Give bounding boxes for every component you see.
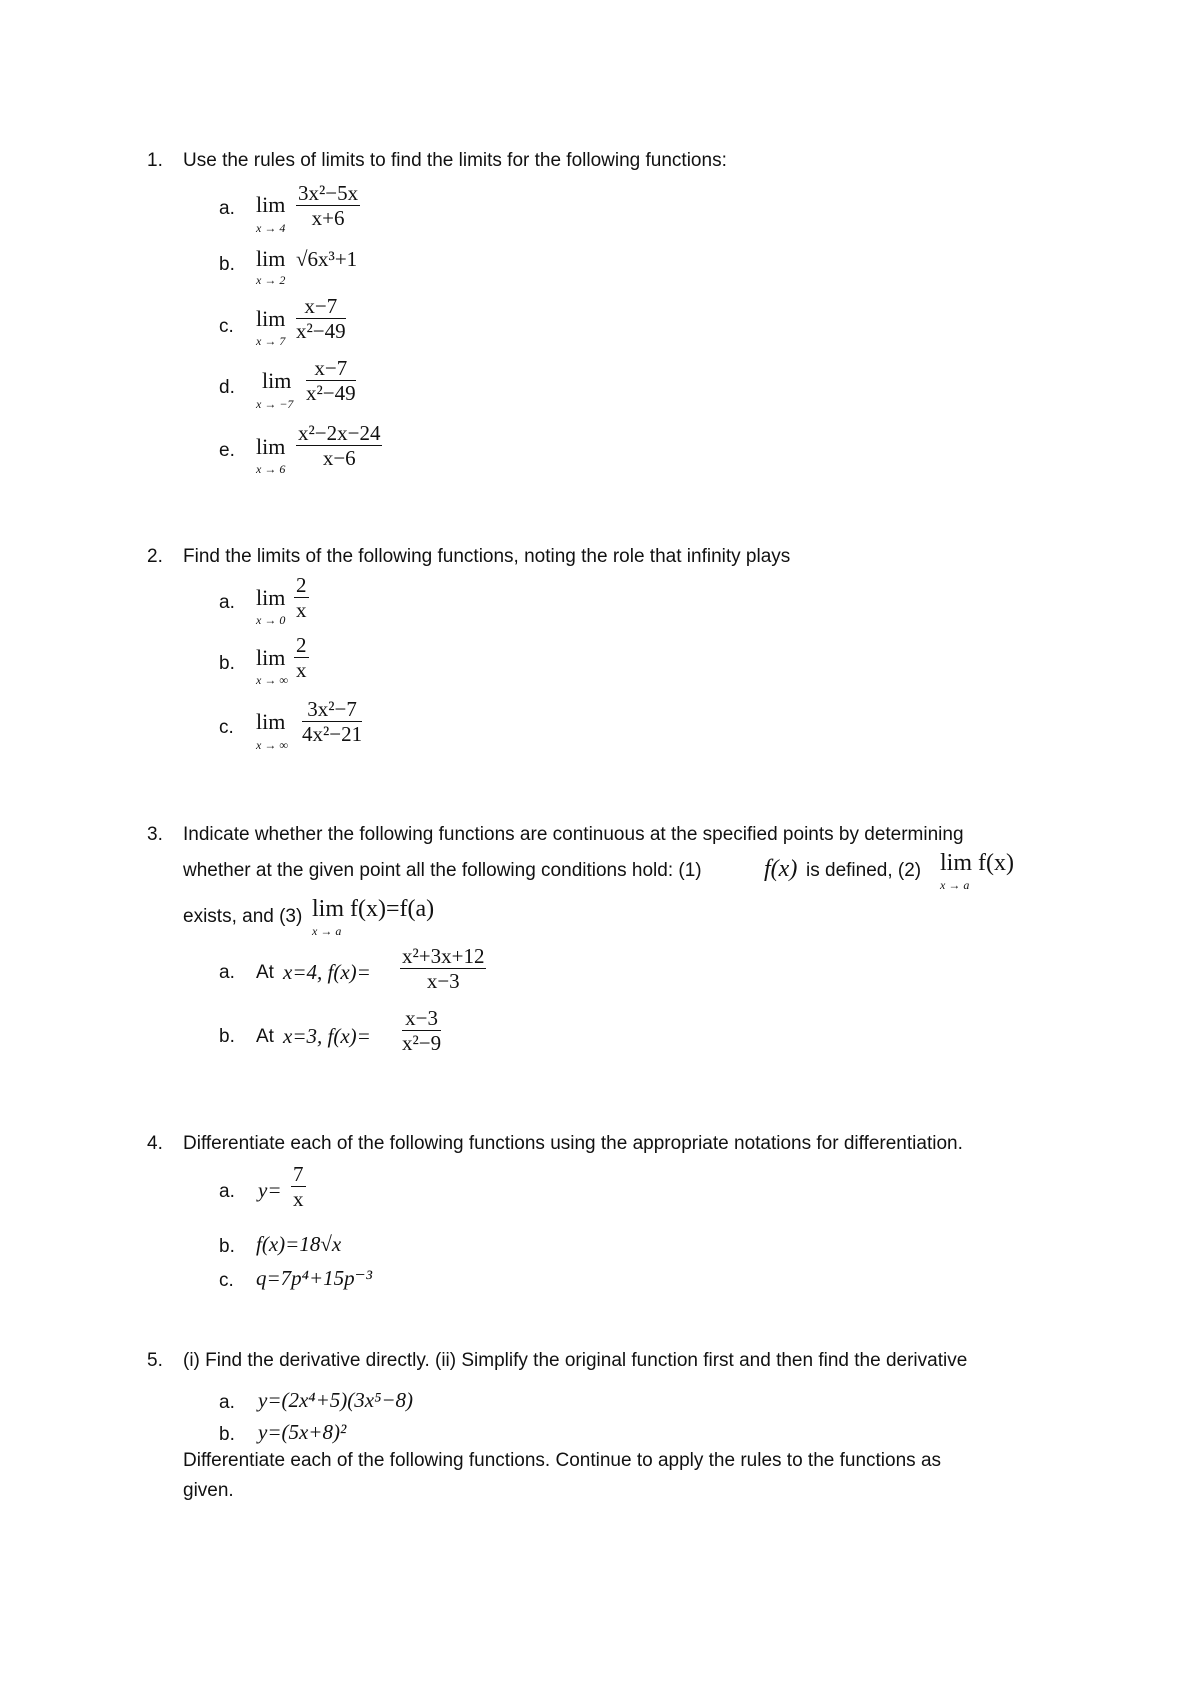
denominator: x bbox=[293, 1187, 304, 1211]
item-label: b. bbox=[219, 1026, 235, 1047]
limit-expression: lim f(x) bbox=[940, 850, 1014, 876]
numerator: x−7 bbox=[306, 356, 356, 381]
fx-inline: f(x) bbox=[764, 856, 798, 882]
question-number: 5. bbox=[147, 1350, 163, 1371]
item-label: a. bbox=[219, 1392, 235, 1413]
denominator: x²−49 bbox=[306, 381, 356, 405]
lim-operator: lim bbox=[262, 368, 292, 393]
denominator: 4x²−21 bbox=[302, 722, 363, 746]
lim-subscript: x → 0 bbox=[256, 613, 286, 627]
note-line-2: given. bbox=[183, 1480, 234, 1501]
item-label: d. bbox=[219, 377, 235, 398]
lim-subscript: x → 2 bbox=[256, 273, 286, 287]
lim-subscript: x → a bbox=[312, 924, 342, 938]
lim-operator: lim bbox=[256, 192, 286, 217]
lim-operator: lim bbox=[256, 709, 286, 734]
expression: f(x)=18√x bbox=[256, 1232, 342, 1256]
item-label: b. bbox=[219, 254, 235, 275]
lim-subscript: x → ∞ bbox=[256, 738, 288, 752]
lim-subscript: x → a bbox=[940, 878, 970, 892]
denominator: x²−49 bbox=[296, 319, 346, 343]
expression: y=(5x+8)² bbox=[258, 1420, 347, 1444]
numerator: 2 bbox=[296, 573, 307, 597]
lim-subscript: x → 6 bbox=[256, 462, 286, 476]
question-text-line2: whether at the given point all the following conditions hold: (1) bbox=[183, 860, 702, 881]
numerator: 3x²−5x bbox=[298, 181, 359, 205]
fraction bbox=[400, 944, 486, 993]
lim-operator: lim bbox=[256, 434, 286, 459]
denominator: x−6 bbox=[322, 446, 356, 470]
item-label: a. bbox=[219, 198, 235, 219]
item-label: b. bbox=[219, 653, 235, 674]
lim-subscript: x → ∞ bbox=[256, 673, 288, 687]
lim-operator: lim bbox=[256, 306, 286, 331]
numerator: 2 bbox=[296, 633, 307, 657]
question-number: 4. bbox=[147, 1133, 163, 1154]
lim-subscript: x → 4 bbox=[256, 221, 286, 235]
radical-expression: √6x³+1 bbox=[296, 247, 358, 271]
numerator: 3x²−7 bbox=[302, 697, 362, 722]
question-text: Find the limits of the following functions, noting the role that infinity plays bbox=[183, 546, 791, 567]
item-label: c. bbox=[219, 1270, 234, 1291]
denominator: x²−9 bbox=[402, 1031, 442, 1055]
item-label: e. bbox=[219, 440, 235, 461]
fraction bbox=[296, 421, 382, 470]
item-label: b. bbox=[219, 1424, 235, 1445]
question-text: (i) Find the derivative directly. (ii) Simplify the original function first and then find the derivative bbox=[183, 1350, 968, 1371]
expression: q=7p⁴+15p⁻³ bbox=[256, 1266, 373, 1290]
numerator: x²+3x+12 bbox=[402, 944, 485, 968]
condition: x=3, f(x)= bbox=[283, 1024, 371, 1048]
question-text: Indicate whether the following functions are continuous at the specified points by determining bbox=[183, 824, 964, 845]
question-number: 2. bbox=[147, 546, 163, 567]
item-label: a. bbox=[219, 592, 235, 613]
fraction bbox=[294, 633, 309, 682]
fraction bbox=[294, 573, 309, 622]
note-line-1: Differentiate each of the following functions. Continue to apply the rules to the functions as bbox=[183, 1450, 942, 1471]
item-label: b. bbox=[219, 1236, 235, 1257]
fraction bbox=[291, 1162, 306, 1211]
lim-subscript: x → −7 bbox=[256, 397, 294, 411]
numerator: x−3 bbox=[402, 1006, 441, 1031]
numerator: x−7 bbox=[296, 294, 346, 319]
numerator: x²−2x−24 bbox=[298, 421, 381, 445]
question-text: Differentiate each of the following functions using the appropriate notations for differentiation. bbox=[183, 1133, 963, 1154]
item-label: c. bbox=[219, 717, 234, 738]
fraction bbox=[402, 1006, 441, 1055]
question-number: 3. bbox=[147, 824, 163, 845]
lim-operator: lim bbox=[256, 645, 286, 670]
denominator: x+6 bbox=[311, 206, 345, 230]
lim-operator: lim bbox=[256, 246, 286, 271]
question-text-line2-mid: is defined, (2) bbox=[806, 860, 922, 881]
question-text: Use the rules of limits to find the limits for the following functions: bbox=[183, 150, 727, 171]
question-text-line3: exists, and (3) bbox=[183, 906, 303, 927]
condition: x=4, f(x)= bbox=[283, 960, 371, 984]
question-number: 1. bbox=[147, 150, 163, 171]
lim-operator: lim bbox=[256, 585, 286, 610]
fraction bbox=[306, 356, 356, 405]
item-prefix: At bbox=[256, 962, 274, 983]
lhs: y= bbox=[258, 1178, 282, 1202]
fraction bbox=[296, 181, 360, 230]
item-label: a. bbox=[219, 1181, 235, 1202]
limit-equation: lim f(x)=f(a) bbox=[312, 896, 435, 922]
fraction bbox=[296, 294, 346, 343]
item-label: c. bbox=[219, 316, 234, 337]
lim-subscript: x → 7 bbox=[256, 334, 286, 348]
item-label: a. bbox=[219, 962, 235, 983]
numerator: 7 bbox=[293, 1162, 304, 1186]
fraction bbox=[302, 697, 362, 746]
item-prefix: At bbox=[256, 1026, 274, 1047]
denominator: x bbox=[296, 598, 307, 622]
denominator: x−3 bbox=[426, 969, 460, 993]
denominator: x bbox=[296, 658, 307, 682]
expression: y=(2x⁴+5)(3x⁵−8) bbox=[258, 1388, 414, 1412]
